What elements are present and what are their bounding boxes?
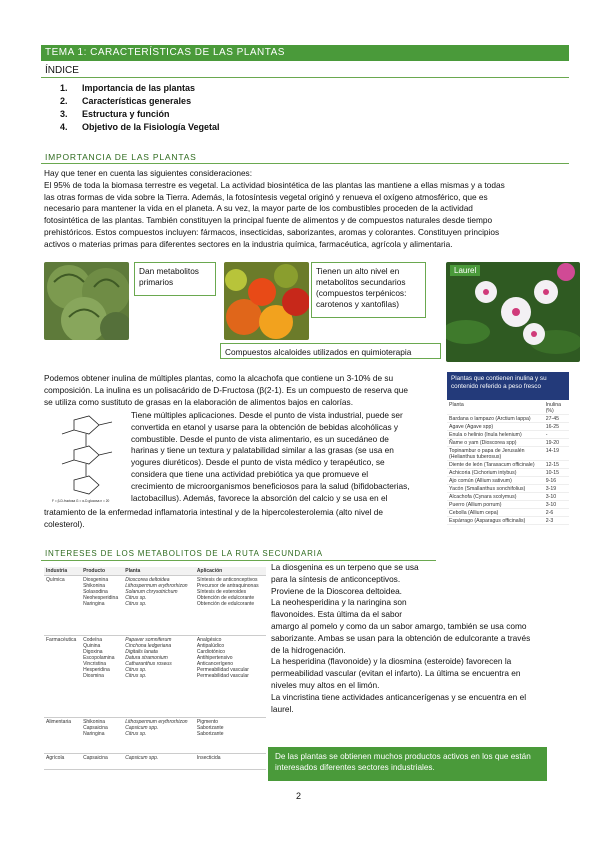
text-line: crecimiento de microorganismos beneficiosos para la salud (bifidobacterias,: [131, 480, 410, 491]
inulin-structure-diagram: [44, 410, 128, 506]
text-line: para la síntesis de anticonceptivos.: [271, 573, 401, 584]
table-row: Alcachofa (Cynara scolymus) 3-10: [447, 493, 569, 501]
caption-laurel: Laurel: [450, 265, 480, 276]
text-line: El 95% de toda la biomasa terrestre es vegetal. La actividad biosintética de las plantas las mantiene a ellas mismas y a todas: [44, 179, 505, 190]
table-row: Diente de león (Taraxacum officinale) 12-15: [447, 461, 569, 469]
section-heading-intereses: INTERESES DE LOS METABOLITOS DE LA RUTA SECUNDARIA: [41, 548, 436, 561]
section-heading-importancia: IMPORTANCIA DE LAS PLANTAS: [41, 150, 569, 164]
index-heading: ÍNDICE: [41, 63, 569, 78]
text-line: activos o materias primas para diferentes sectores en la industria química, farmacéutica, agrícola y alimentaria.: [44, 238, 453, 249]
toc-item[interactable]: 2. Características generales: [60, 96, 192, 106]
text-line: tratamiento de la enfermedad inflamatoria intestinal y de la hipercolesterolemia (alto nivel de: [44, 507, 383, 517]
table-row: Agrícola Capsaicina Capsicum spp. Insecticida: [44, 754, 266, 770]
text-line: fotosintética de las plantas. También constituyen la principal fuente de alimentos y de compuestos naturales desde tiempo: [44, 215, 493, 226]
text-line: las otras formas de vida sobre la Tierra. Además, la fotosíntesis vegetal originó y renueva el oxígeno atmosférico, que es: [44, 191, 488, 202]
text-line: considera que tiene una actividad prebiótica ya que promueve el: [131, 468, 369, 479]
table-row: Yacón (Smallanthus sonchifolius) 3-19: [447, 485, 569, 493]
text-line: permeabilidad vascular (evitan el infarto). La última se encuentra en: [271, 668, 521, 679]
text-line: La vincristina tiene actividades anticancerígenas y se encuentra en el: [271, 691, 527, 702]
note-box: De las plantas se obtienen muchos productos activos en los que están interesados diferentes sectores industriales.: [268, 747, 547, 781]
text-line: La hesperidina (flavonoide) y la diosmina (esteroide) favorecen la: [271, 656, 512, 667]
table-row: Ñame o yam (Dioscorea spp) 19-20: [447, 439, 569, 447]
topic-header: TEMA 1: CARACTERÍSTICAS DE LAS PLANTAS: [41, 45, 569, 61]
text-line: Podemos obtener inulina de múltiples plantas, como la alcachofa que contiene un 3-10% de su: [44, 373, 394, 383]
inulina-tratamiento: [44, 507, 439, 531]
table-row: Cebolla (Allium cepa) 2-6: [447, 509, 569, 517]
inulina-intro: [44, 373, 439, 408]
toc-item[interactable]: 4. Objetivo de la Fisiología Vegetal: [60, 122, 220, 132]
text-line: Tiene múltiples aplicaciones. Desde el punto de vista industrial, puede ser: [131, 410, 403, 420]
table-row: Agave (Agave spp) 16-25: [447, 423, 569, 431]
inulina-aplicaciones: [131, 410, 439, 504]
text-line: amargo al pomelo y como da un sabor amargo, también se usa como: [271, 620, 527, 631]
toc-item[interactable]: 1. Importancia de las plantas: [60, 83, 196, 93]
table-row: Topinambur o papa de Jerusalén (Helianthus tuberosus) 14-19: [447, 447, 569, 461]
page-number: 2: [296, 791, 302, 801]
table-row: Farmacéutica Codeína Quinina Digoxina Escopolamina Vincristina Hesperidina Diosmina Papaver somniferum Cinchona ledgeriana Digitalis lanata Datura stramonium Catharanthus roseus Citrus sp. Citrus sp. Analgésico Antipalúdico Cardiotónico Antihipertensivo Anticancerígeno Permeabilidad vascular Permeabilidad vascular: [44, 636, 266, 718]
text-line: yogures diuréticos). Desde el punto de vista médico y terapéutico, se: [131, 457, 385, 468]
text-line: de la hidrogenación.: [271, 644, 346, 655]
text-line: saborizante. Ambas se usan para la obtención de edulcorante a través: [271, 632, 531, 643]
table-header-row: Industria Producto Planta Aplicación: [44, 567, 266, 576]
table-header-row: Planta Inulina (%): [447, 401, 569, 415]
text-line: colesterol).: [44, 518, 85, 529]
text-line: niveles muy altos en el limón.: [271, 679, 380, 690]
table-row: Química Diosgenina Shikonina Solasodina Neohesperidina Naringina Dioscorea deltoidea Lithospermum erythrorhizon Solanum chrysotrichum Citrus sp. Citrus sp. Síntesis de anticonceptivos Precursor de antraquinonas Síntesis de esteroides Obtención de edulcorante Obtención de edulcorante: [44, 576, 266, 636]
caption-primarios: Dan metabolitos primarios: [134, 262, 216, 296]
text-line: se utiliza como sustituto de grasas en la elaboración de alimentos bajos en calorías.: [44, 396, 354, 407]
table-row: Enula o helinio (Inula helenium) -: [447, 431, 569, 439]
caption-alcaloides: Compuestos alcaloides utilizados en quimioterapia: [220, 343, 441, 359]
table-row: Bardana o lampazo (Arctium lappa) 27-45: [447, 415, 569, 423]
text-line: prehistóricos. Estos compuestos incluyen: fármacos, insecticidas, saborizantes, aromas y colorantes. Constituyen principios: [44, 226, 500, 237]
table-row: Alimentaria Shikonina Capsaicina Naringina Lithospermum erythrorhizon Capsicum spp. Citrus sp. Pigmento Saborizante Saborizante: [44, 718, 266, 754]
vegetables-photo: [224, 262, 309, 340]
table-row: Ajo común (Allium sativum) 9-16: [447, 477, 569, 485]
text-line: harinas y tiene un textura y palatabilidad similar a las grasas (se usa en: [131, 445, 394, 456]
intereses-text: [271, 562, 561, 715]
inulin-table: [447, 401, 569, 525]
text-line: lactobacillus). Además, favorece la absorción del calcio y se usa en el: [131, 492, 388, 503]
periwinkle-photo: [446, 262, 580, 362]
caption-secundarios: Tienen un alto nivel en metabolitos secundarios (compuestos terpénicos: carotenos y xantofilas): [311, 262, 426, 318]
table-row: Espárrago (Asparagus officinalis) 2-3: [447, 517, 569, 525]
text-line: combustible. Desde el punto de vista alimentario, es un sucedáneo de: [131, 433, 389, 444]
formula-legend: F = β-D-fructosa G = α-D-glucosa n = 20: [52, 499, 110, 503]
text-line: La diosgenina es un terpeno que se usa: [271, 562, 419, 572]
text-line: composición. La inulina es un polisacárido de D-Fructosa (β(2-1). Es un compuesto de reserva que: [44, 384, 409, 395]
text-line: necesario para mantener la vida en el planeta. A su vez, la mayor parte de los combustibles proceden de la actividad: [44, 203, 473, 214]
text-line: flavonoides. Esta última da el sabor: [271, 609, 402, 620]
text-line: La neohesperidina y la naringina son: [271, 597, 407, 608]
text-line: laurel.: [271, 703, 294, 714]
text-line: Proviene de la Dioscorea deltoidea.: [271, 585, 402, 596]
lead-line: Hay que tener en cuenta las siguientes consideraciones:: [44, 168, 253, 178]
toc-item[interactable]: 3. Estructura y función: [60, 109, 170, 119]
text-line: convertida en etanol y usarse para la obtención de bebidas alcohólicas y: [131, 421, 399, 432]
table-of-contents: [60, 82, 220, 134]
inulin-table-title: Plantas que contienen inulina y su contenido referido a peso fresco: [447, 372, 569, 400]
importancia-text: [44, 168, 566, 251]
artichoke-photo: [44, 262, 129, 340]
secondary-metabolites-table: [44, 567, 266, 770]
table-row: Puerro (Allium porrum) 3-10: [447, 501, 569, 509]
table-row: Achicoria (Cichorium intybus) 10-15: [447, 469, 569, 477]
